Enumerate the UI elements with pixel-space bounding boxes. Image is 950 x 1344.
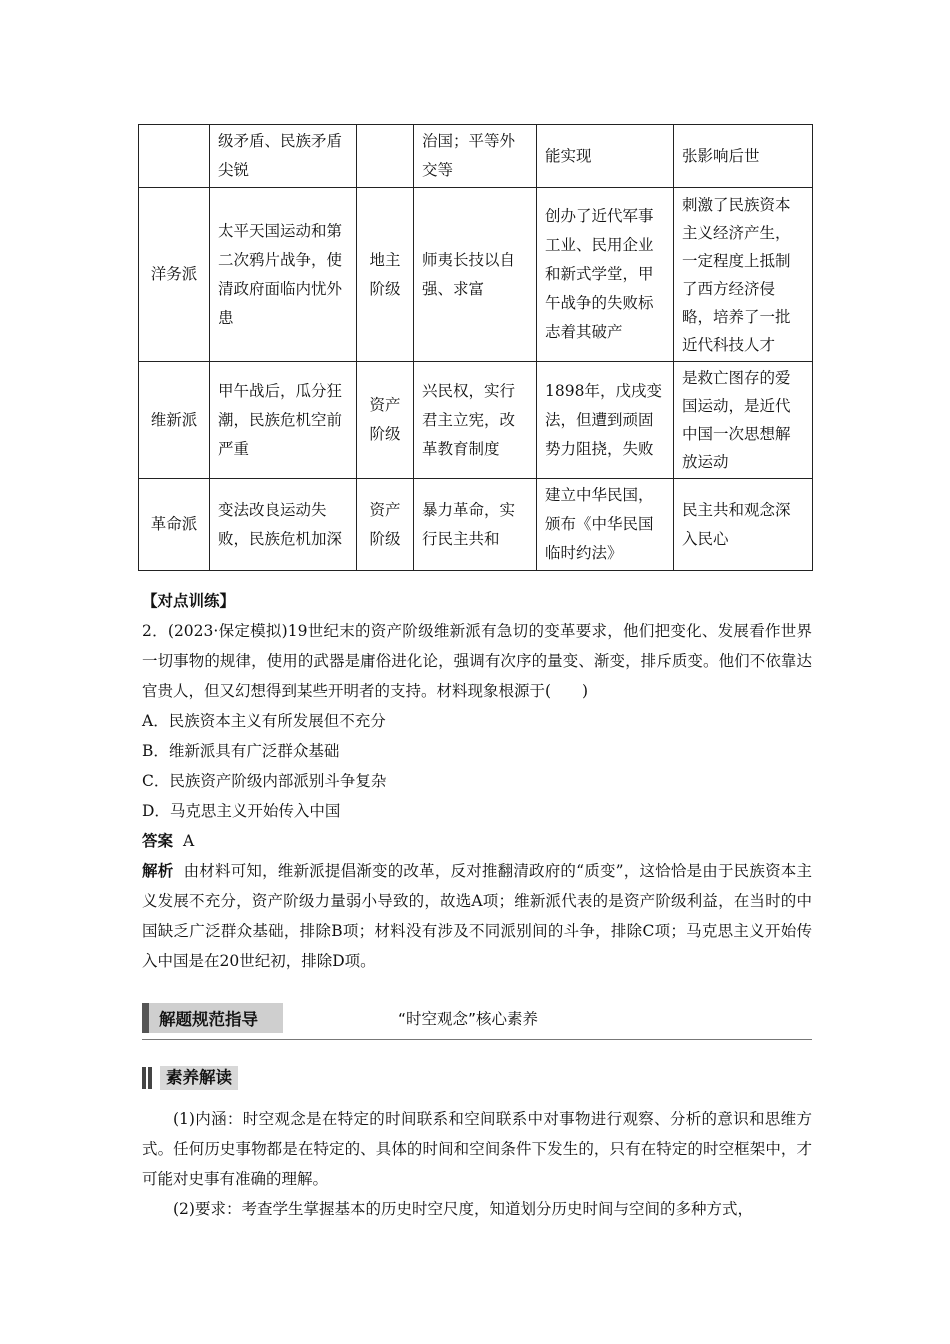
faction-cell: 革命派 [139, 479, 210, 571]
table-row [139, 188, 813, 362]
influence-cell: 民主共和观念深入民心 [674, 479, 813, 571]
proposal-cell: 暴力革命，实行民主共和 [414, 479, 537, 571]
answer-value: A [183, 832, 195, 850]
guide-subtitle: “时空观念”核心素养 [398, 1010, 539, 1028]
class-cell: 地主阶级 [357, 188, 414, 362]
practice-heading: 【对点训练】 [142, 591, 236, 610]
class-cell [357, 125, 414, 188]
option-b: B．维新派具有广泛群众基础 [142, 742, 340, 760]
background-cell: 太平天国运动和第二次鸦片战争，使清政府面临内忧外患 [210, 188, 357, 362]
guide-banner [142, 1003, 283, 1033]
background-cell: 级矛盾、民族矛盾尖锐 [210, 125, 357, 188]
paragraph-connotation: (1)内涵：时空观念是在特定的时间联系和空间联系中对事物进行观察、分析的意识和思维方式。任何历史事物都是在特定的、具体的时间和空间条件下发生的，只有在特定的时空框架中，才可能对史事有准确的理解。 [142, 1110, 812, 1188]
proposal-cell: 兴民权，实行君主立宪，改革教育制度 [414, 362, 537, 479]
influence-cell: 刺激了民族资本主义经济产生，一定程度上抵制了西方经济侵略，培养了一批近代科技人才 [674, 188, 813, 362]
class-cell: 资产阶级 [357, 362, 414, 479]
option-a: A．民族资本主义有所发展但不充分 [142, 712, 386, 730]
paragraph-requirement: (2)要求：考查学生掌握基本的历史时空尺度，知道划分历史时间与空间的多种方式， [173, 1200, 753, 1218]
option-c: C．民族资产阶级内部派别斗争复杂 [142, 772, 387, 790]
proposal-cell: 治国；平等外交等 [414, 125, 537, 188]
subhead-bars-icon [142, 1067, 154, 1089]
faction-cell [139, 125, 210, 188]
literacy-subhead [142, 1066, 238, 1090]
faction-cell: 维新派 [139, 362, 210, 479]
analysis-paragraph [142, 856, 812, 976]
background-cell: 甲午战后，瓜分狂潮，民族危机空前严重 [210, 362, 357, 479]
question-text: 2．(2023·保定模拟)19世纪末的资产阶级维新派有急切的变革要求，他们把变化、发展看作世界一切事物的规律，使用的武器是庸俗进化论，强调有次序的量变、渐变，排斥质变。他们不依靠达官贵人，但又幻想得到某些开明者的支持。材料现象根源于( ) [142, 622, 812, 700]
answer-line [142, 826, 812, 856]
table-row [139, 479, 813, 571]
guide-banner-title: 解题规范指导 [159, 1010, 258, 1029]
influence-cell: 张影响后世 [674, 125, 813, 188]
practice-section [142, 586, 812, 976]
answer-label: 答案 [142, 831, 174, 850]
analysis-text: 由材料可知，维新派提倡渐变的改革，反对推翻清政府的“质变”，这恰恰是由于民族资本主义发展不充分，资产阶级力量弱小导致的，故选A项；维新派代表的是资产阶级利益，在当时的中国缺乏广泛群众基础，排除B项；材料没有涉及不同派别间的斗争，排除C项；马克思主义开始传入中国是在20世纪初，排除D项。 [142, 862, 812, 970]
table-row [139, 125, 813, 188]
class-cell: 资产阶级 [357, 479, 414, 571]
history-table [138, 124, 813, 571]
option-d: D．马克思主义开始传入中国 [142, 802, 341, 820]
result-cell: 能实现 [537, 125, 674, 188]
faction-cell: 洋务派 [139, 188, 210, 362]
analysis-label: 解析 [142, 861, 174, 880]
result-cell: 建立中华民国，颁布《中华民国临时约法》 [537, 479, 674, 571]
literacy-section [142, 1104, 812, 1224]
literacy-subhead-title: 素养解读 [160, 1066, 238, 1090]
result-cell: 1898年，戊戌变法，但遭到顽固势力阻挠，失败 [537, 362, 674, 479]
proposal-cell: 师夷长技以自强、求富 [414, 188, 537, 362]
influence-cell: 是救亡图存的爱国运动，是近代中国一次思想解放运动 [674, 362, 813, 479]
background-cell: 变法改良运动失败，民族危机加深 [210, 479, 357, 571]
result-cell: 创办了近代军事工业、民用企业和新式学堂，甲午战争的失败标志着其破产 [537, 188, 674, 362]
banner-bar-icon [142, 1003, 149, 1033]
guide-banner-row [142, 1003, 812, 1040]
table-row [139, 362, 813, 479]
